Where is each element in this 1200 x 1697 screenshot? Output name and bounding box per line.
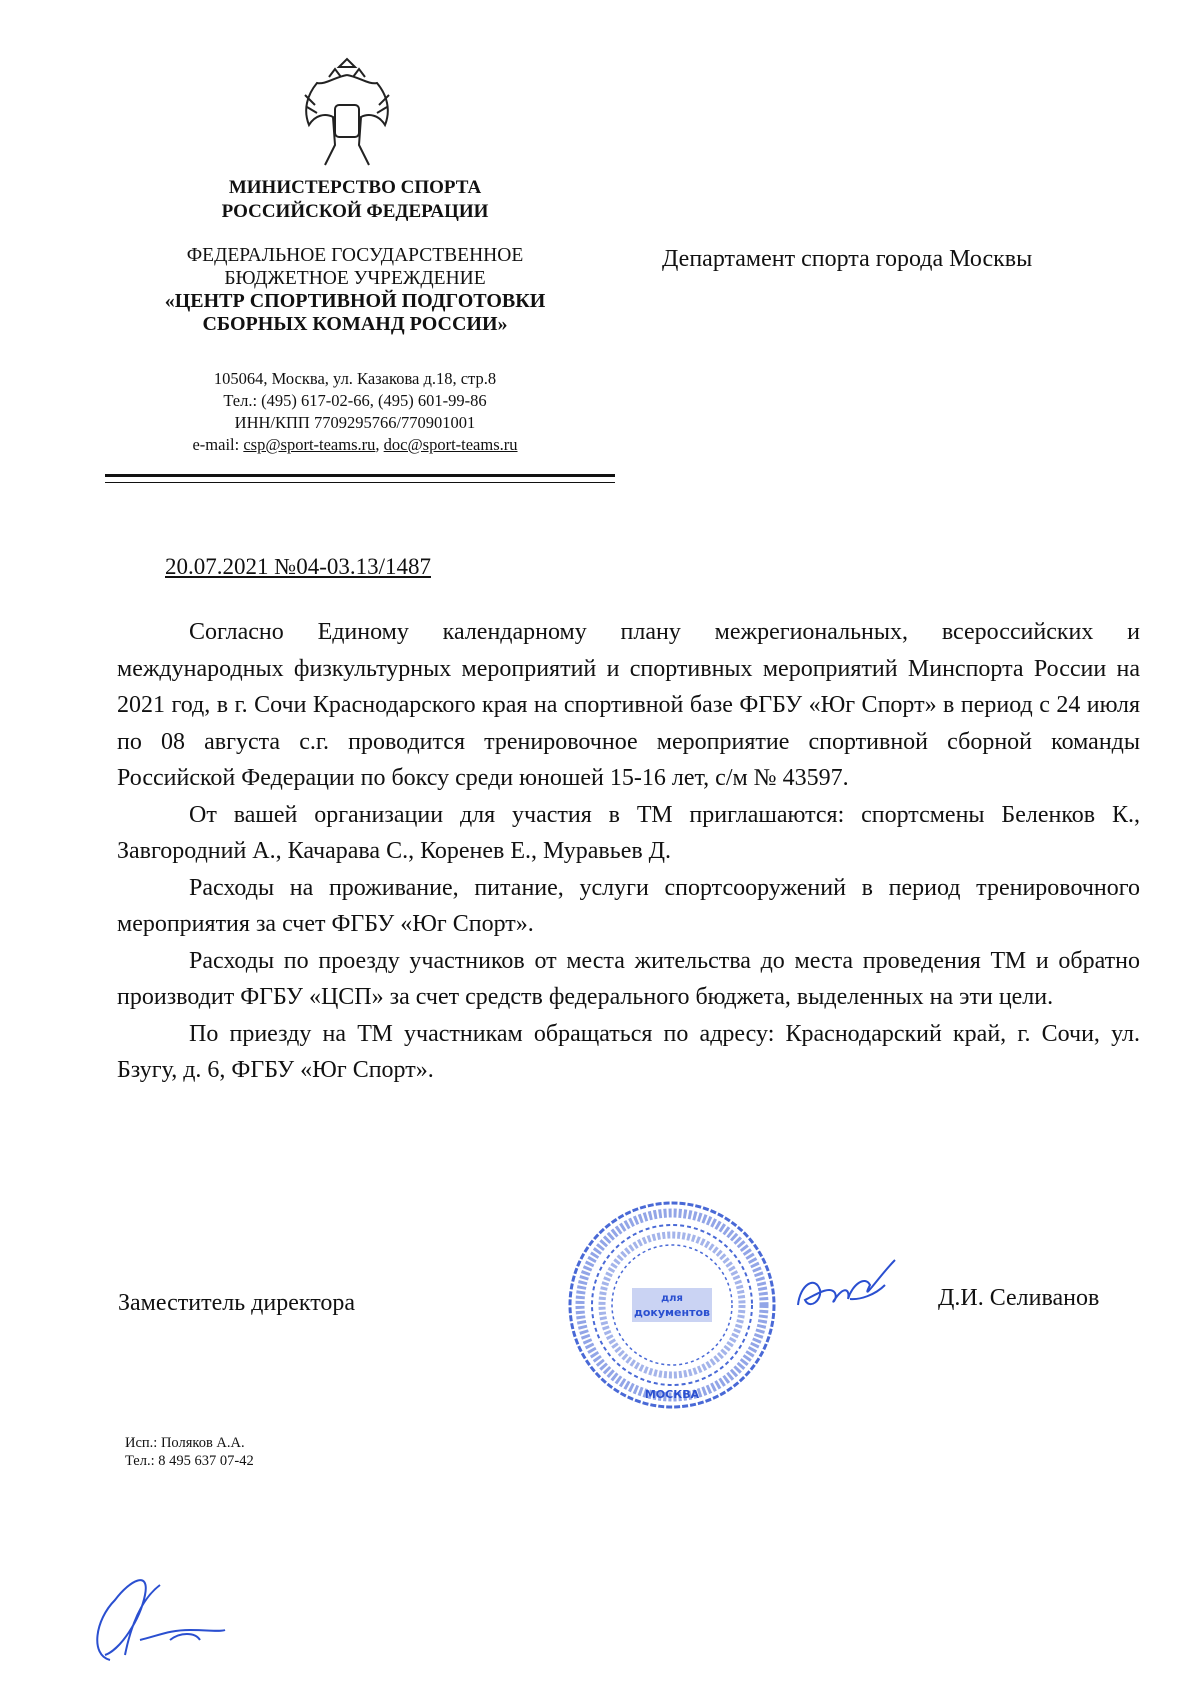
paragraph: Расходы на проживание, питание, услуги спортсооружений в период тренировочного мероприятия за счет ФГБУ «Юг Спорт». — [117, 874, 1140, 937]
organization-name — [95, 244, 615, 336]
signer-name: Д.И. Селиванов — [938, 1285, 1100, 1311]
executor-phone: Тел.: 8 495 637 07-42 — [125, 1453, 254, 1469]
signer-position: Заместитель директора — [118, 1290, 356, 1316]
paragraph: Расходы по проезду участников от места жительства до места проведения ТМ и обратно производит ФГБУ «ЦСП» за счет средств федерального бюджета, выделенных на эти цели. — [117, 947, 1140, 1010]
email-label: e-mail: — [192, 435, 244, 454]
handwritten-initials — [70, 1560, 230, 1670]
svg-text:документов: документов — [633, 1306, 711, 1319]
ministry-name — [95, 176, 615, 224]
email-link[interactable]: doc@sport-teams.ru — [383, 435, 518, 454]
paragraph: От вашей организации для участия в ТМ приглашаются: спортсмены Беленков К., Завгородний А., Качарава С., Коренев Е., Муравьев Д. — [117, 801, 1140, 864]
paragraph: Согласно Единому календарному плану межрегиональных, всероссийских и международных физкультурных мероприятий и спортивных мероприятий Минспорта России на 2021 год, в г. Сочи Краснодарского края на спортивной базе ФГБУ «Юг Спорт» в период с 24 июля по 08 августа с.г. проводится тренировочное мероприятие спортивной сборной команды Российской Федерации по боксу среди юношей 15-16 лет, с/м № 43597. — [117, 619, 1140, 791]
email-line — [95, 434, 615, 456]
svg-text:для: для — [661, 1293, 683, 1304]
email-separator: , — [375, 435, 384, 454]
header-divider — [105, 474, 615, 477]
recipient: Департамент спорта города Москвы — [662, 246, 1033, 272]
executor-info — [125, 1434, 254, 1470]
paragraph: По приезду на ТМ участникам обращаться по адресу: Краснодарский край, г. Сочи, ул. Бзугу, д. 6, ФГБУ «Юг Спорт». — [117, 1020, 1140, 1083]
official-stamp — [565, 1198, 779, 1412]
svg-text:МОСКВА: МОСКВА — [644, 1388, 700, 1401]
ministry-line: РОССИЙСКОЙ ФЕДЕРАЦИИ — [221, 201, 489, 222]
org-type-line: ФЕДЕРАЛЬНОЕ ГОСУДАРСТВЕННОЕ — [186, 245, 524, 266]
email-link[interactable]: csp@sport-teams.ru — [243, 435, 376, 454]
org-name-line: «ЦЕНТР СПОРТИВНОЙ ПОДГОТОВКИ — [164, 290, 546, 312]
header-divider — [105, 482, 615, 483]
phone: Тел.: (495) 617-02-66, (495) 601-99-86 — [223, 391, 487, 410]
organization-contacts — [95, 368, 615, 456]
document-number: 20.07.2021 №04-03.13/1487 — [165, 554, 431, 579]
letter-body — [117, 614, 1140, 1089]
executor-name: Исп.: Поляков А.А. — [125, 1435, 245, 1451]
org-type-line: БЮДЖЕТНОЕ УЧРЕЖДЕНИЕ — [224, 268, 486, 289]
inn-kpp: ИНН/КПП 7709295766/770901001 — [234, 413, 476, 432]
handwritten-signature — [790, 1255, 900, 1325]
org-name-line: СБОРНЫХ КОМАНД РОССИИ» — [202, 313, 508, 335]
coat-of-arms-emblem — [295, 55, 400, 175]
address: 105064, Москва, ул. Казакова д.18, стр.8 — [213, 369, 497, 388]
ministry-line: МИНИСТЕРСТВО СПОРТА — [228, 177, 482, 198]
